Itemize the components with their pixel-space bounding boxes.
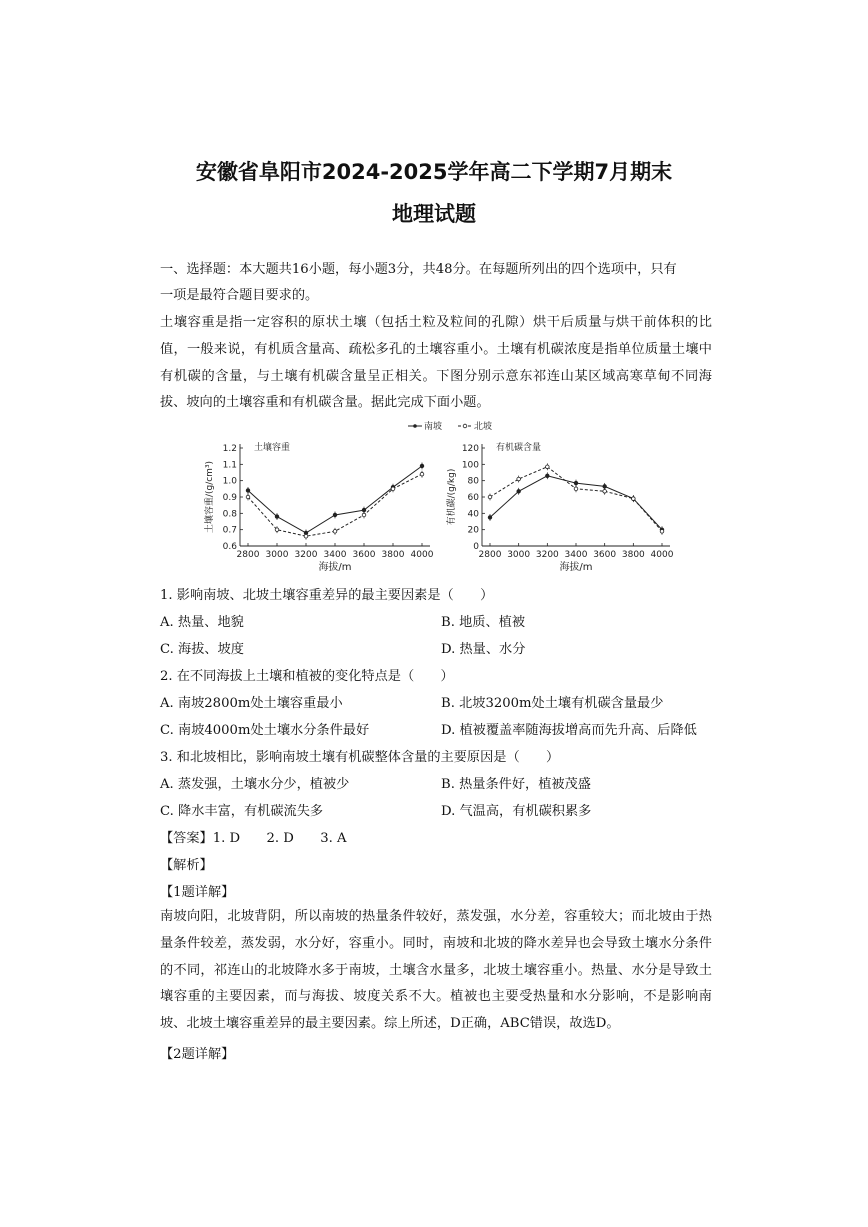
chart1-point-south — [362, 508, 366, 512]
q3-option-b: B. 热量条件好，植被茂盛 — [441, 777, 591, 792]
chart1-ytick-label: 1.2 — [222, 444, 237, 454]
chart1-point-north — [246, 495, 250, 499]
chart1-point-south — [420, 464, 424, 468]
chart1-ytick-label: 0.7 — [222, 525, 237, 536]
detail1-body: 南坡向阳，北坡背阴，所以南坡的热量条件较好，蒸发强，水分差，容重较大；而北坡由于热量条件较差，蒸发弱，水分好，容重小。同时，南坡和北坡的降水差异也会导致土壤水分条件的不同，祁连山的北坡降水多于南坡，土壤含水量多，北坡土壤容重小。热量、水分是导致土壤容重的主要因素，而与海拔、坡度关系不大。植被也主要受热量和水分影响，不是影响南坡、北坡土壤容重差异的最主要因素。综上所述，D正确，ABC错误，故选D。 — [160, 909, 712, 1032]
material-text: 土壤容重是指一定容积的原状土壤（包括土粒及粒间的孔隙）烘干后质量与烘干前体积的比值，一般来说，有机质含量高、疏松多孔的土壤容重小。土壤有机碳浓度是指单位质量土壤中有机碳的含量，与土壤有机碳含量呈正相关。下图分别示意东祁连山某区域高寒草甸不同海拔、坡向的土壤容重和有机碳含量。据此完成下面小题。 — [160, 315, 712, 411]
q2-option-b: B. 北坡3200m处土壤有机碳含量最少 — [441, 696, 664, 711]
chart1-xtick-label: 4000 — [410, 550, 434, 560]
chart2-point-north — [603, 489, 607, 493]
chart1-point-south — [275, 515, 279, 519]
charts-figure — [190, 416, 690, 581]
chart1-xlabel: 海拔/m — [318, 562, 352, 573]
chart2-point-north — [574, 487, 578, 491]
legend-south-label: 南坡 — [424, 422, 443, 432]
chart2-point-south — [574, 481, 578, 485]
legend-south-marker — [413, 424, 417, 428]
chart1-ytick-label: 1.1 — [222, 460, 237, 471]
chart1-series-south-line — [248, 466, 422, 533]
q3-stem: 3. 和北坡相比，影响南坡土壤有机碳整体含量的主要原因是（ ） — [160, 750, 560, 765]
chart1-xtick-label: 3800 — [381, 550, 405, 560]
chart1-point-south — [246, 489, 250, 493]
chart2-xtick-label: 3400 — [564, 550, 588, 560]
chart1-ylabel: 土壤容重/(g/cm³) — [205, 460, 215, 534]
chart2-point-north — [660, 530, 664, 534]
chart1-series-north-line — [248, 474, 422, 536]
chart2-xtick-label: 2800 — [478, 550, 502, 560]
q1-option-a: A. 热量、地貌 — [160, 615, 244, 630]
page-title: 安徽省阜阳市2024-2025学年高二下学期7月期末 — [195, 160, 673, 184]
chart2-point-south — [603, 485, 607, 489]
chart2-title: 有机碳含量 — [496, 443, 542, 453]
chart2-ytick-label: 0 — [473, 542, 479, 552]
chart1-xtick-label: 3400 — [323, 550, 347, 560]
legend-north-label: 北坡 — [474, 422, 493, 432]
chart2-ytick-label: 120 — [461, 444, 479, 454]
chart1-xtick-label: 3600 — [352, 550, 376, 560]
chart2-xtick-label: 3800 — [621, 550, 645, 560]
chart1-point-north — [391, 487, 395, 491]
chart2-xtick-label: 4000 — [650, 550, 674, 560]
q1-option-b: B. 地质、植被 — [441, 615, 526, 630]
chart1-point-north — [304, 534, 308, 538]
chart1-point-north — [333, 530, 337, 534]
chart2-xtick-label: 3200 — [535, 550, 559, 560]
analysis-heading: 【解析】 — [160, 858, 213, 873]
q1-option-d: D. 热量、水分 — [441, 642, 526, 657]
chart2-point-south — [488, 516, 492, 520]
chart2-ytick-label: 40 — [467, 509, 479, 520]
chart2-point-south — [546, 474, 550, 478]
detail1-heading: 【1题详解】 — [160, 885, 235, 900]
chart2-ylabel: 有机碳/(g/kg) — [447, 468, 457, 526]
chart1-xtick-label: 3000 — [265, 550, 289, 560]
q2-option-d: D. 植被覆盖率随海拔增高而先升高、后降低 — [441, 723, 697, 738]
chart1-xtick-label: 2800 — [236, 550, 260, 560]
legend-north-marker — [463, 424, 467, 428]
chart1-ytick-label: 0.6 — [222, 542, 237, 552]
chart2-ytick-label: 100 — [461, 460, 479, 471]
chart2-point-north — [632, 497, 636, 501]
q3-option-d: D. 气温高，有机碳积累多 — [441, 804, 592, 819]
chart2-ytick-label: 80 — [467, 476, 479, 487]
chart2-xtick-label: 3600 — [593, 550, 617, 560]
chart1-title: 土壤容重 — [254, 443, 291, 453]
section-intro: 一、选择题：本大题共16小题，每小题3分，共48分。在每题所列出的四个选项中，只有 — [160, 262, 677, 277]
chart1-point-south — [333, 513, 337, 517]
q1-stem: 1. 影响南坡、北坡土壤容重差异的最主要因素是（ ） — [160, 588, 494, 603]
chart1-point-north — [362, 513, 366, 517]
chart2-point-north — [488, 495, 492, 499]
chart2-point-south — [517, 489, 521, 493]
q3-option-a: A. 蒸发强，土壤水分少，植被少 — [160, 777, 350, 792]
chart2-series-north-line — [490, 467, 662, 532]
chart2-xtick-label: 3000 — [507, 550, 531, 560]
section-intro-cont: 一项是最符合题目要求的。 — [160, 288, 319, 303]
chart2-point-north — [546, 465, 550, 469]
chart2-point-north — [517, 477, 521, 481]
chart1-ytick-label: 0.8 — [222, 509, 237, 520]
chart2-ytick-label: 20 — [467, 525, 479, 536]
chart1-ytick-label: 0.9 — [222, 493, 237, 503]
q2-stem: 2. 在不同海拔上土壤和植被的变化特点是（ ） — [160, 669, 454, 684]
q2-option-c: C. 南坡4000m处土壤水分条件最好 — [160, 723, 370, 738]
chart1-point-north — [275, 528, 279, 532]
q1-option-c: C. 海拔、坡度 — [160, 642, 244, 657]
chart1-ytick-label: 1.0 — [222, 476, 237, 487]
answer-line: 【答案】1. D 2. D 3. A — [160, 831, 347, 846]
chart2-xlabel: 海拔/m — [559, 562, 593, 573]
page-subtitle: 地理试题 — [392, 202, 476, 226]
q3-option-c: C. 降水丰富，有机碳流失多 — [160, 804, 324, 819]
q2-option-a: A. 南坡2800m处土壤容重最小 — [160, 696, 343, 711]
chart1-point-north — [420, 472, 424, 476]
detail2-heading: 【2题详解】 — [160, 1047, 235, 1062]
chart2-ytick-label: 60 — [467, 493, 479, 503]
chart1-xtick-label: 3200 — [294, 550, 318, 560]
